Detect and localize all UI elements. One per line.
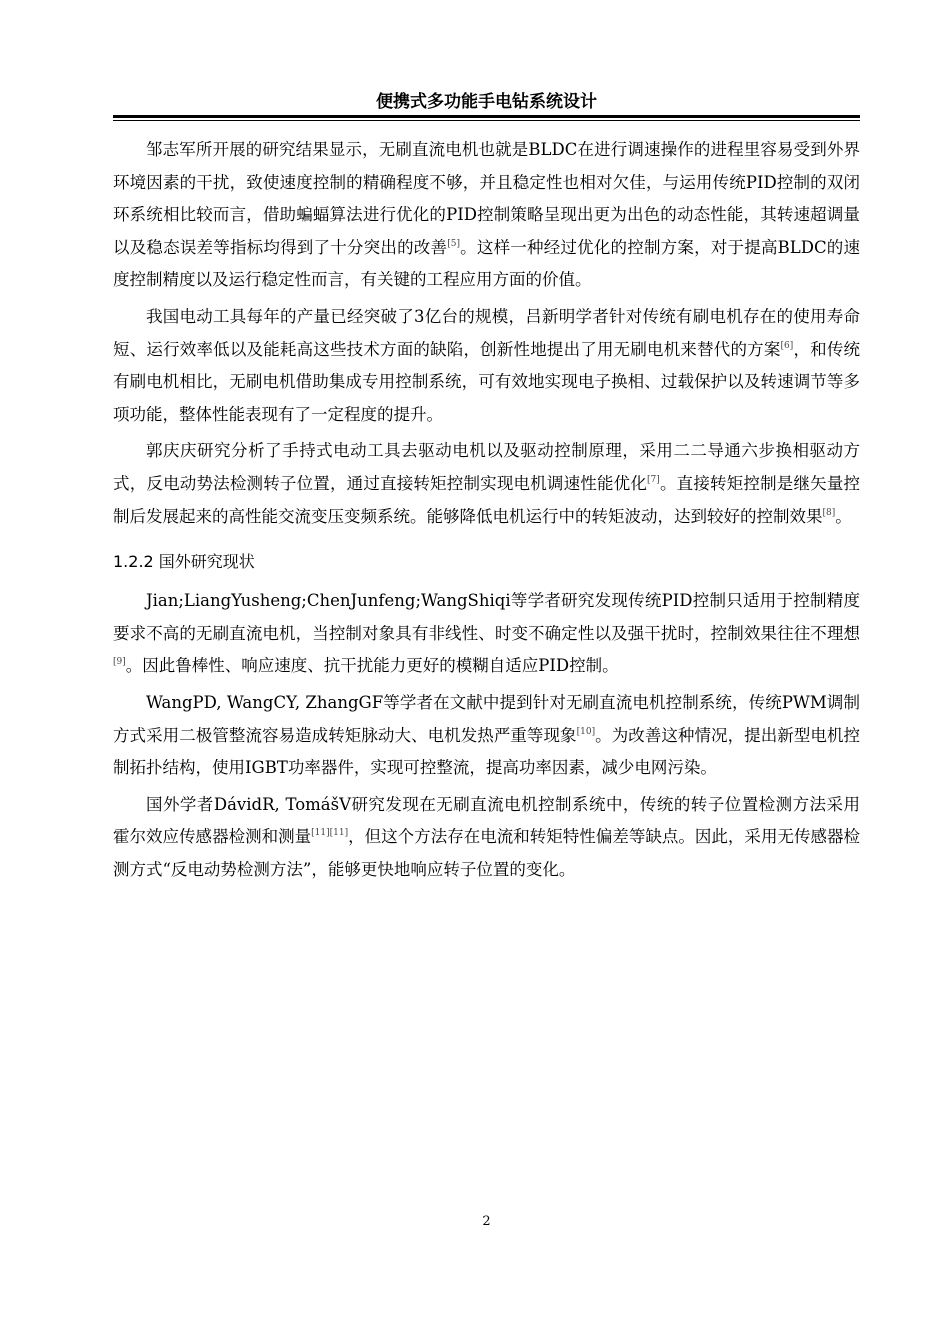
paragraph-text: 我国电动工具每年的产量已经突破了3亿台的规模，吕新明学者针对传统有刷电机存在的使用寿命短、运行效率低以及能耗高这些技术方面的缺陷，创新性地提出了用无刷电机来替代的方案 [113,306,860,359]
citation-ref: [10] [576,726,596,737]
page-number: 2 [482,1214,491,1229]
paragraph-text: 邹志军所开展的研究结果显示，无刷直流电机也就是BLDC在进行调速操作的进程里容易受到外界环境因素的干扰，致使速度控制的精确程度不够，并且稳定性也相对欠佳，与运用传统PID控制的双闭环系统相比较而言，借助蝙蝠算法进行优化的PID控制策略呈现出更为出色的动态性能，其转速超调量以及稳态误差等指标均得到了十分突出的改善 [113,140,860,257]
paragraph-zou [113,134,860,297]
paragraph-david [113,789,860,887]
paragraph-text: 。因此鲁棒性、响应速度、抗干扰能力更好的模糊自适应PID控制。 [125,656,619,676]
paragraph-text: 。直接转矩控制是继矢量控制后发展起来的高性能交流变压变频系统。能够降低电机运行中的转矩波动，达到较好的控制效果 [113,473,860,526]
section-heading: 1.2.2 国外研究现状 [113,552,255,572]
paragraph-lv [113,301,860,431]
paragraph-text: ，但这个方法存在电流和转矩特性偏差等缺点。因此，采用无传感器检测方式“反电动势检测方法”，能够更快地响应转子位置的变化。 [113,827,861,879]
paragraph-guo [113,435,860,533]
paragraph-text: 国外学者DávidR, TomášV研究发现在无刷直流电机控制系统中，传统的转子位置检测方法采用霍尔效应传感器检测和测量 [113,794,860,847]
paragraph-jian [113,585,860,683]
paragraph-text: WangPD, WangCY, ZhangGF等学者在文献中提到针对无刷直流电机控制系统，传统PWM调制方式采用二极管整流容易造成转矩脉动大、电机发热严重等现象 [113,692,860,745]
paragraph-wang [113,687,860,785]
paragraph-text: 。 [835,506,852,526]
citation-ref: [11] [311,828,330,839]
citation-ref: [8] [822,507,836,518]
body-text [113,134,860,886]
citation-ref: [6] [780,340,794,351]
citation-ref: [9] [113,657,126,668]
header-rule-thick [113,115,860,118]
header-rule-thin [113,120,860,121]
page-header-title: 便携式多功能手电钻系统设计 [376,92,597,112]
citation-ref: [5] [447,238,460,249]
citation-ref: [7] [647,474,660,485]
paragraph-text: 。为改善这种情况，提出新型电机控制拓扑结构，使用IGBT功率器件，实现可控整流，提高功率因素，减少电网污染。 [113,725,861,778]
paragraph-text: ，和传统有刷电机相比，无刷电机借助集成专用控制系统，可有效地实现电子换相、过载保护以及转速调节等多项功能，整体性能表现有了一定程度的提升。 [113,339,860,424]
paragraph-text: Jian;LiangYusheng;ChenJunfeng;WangShiqi等学者研究发现传统PID控制只适用于控制精度要求不高的无刷直流电机，当控制对象具有非线性、时变不确定性以及强干扰时，控制效果往往不理想 [113,591,860,643]
paragraph-text: 。这样一种经过优化的控制方案，对于提高BLDC的速度控制精度以及运行稳定性而言，有关键的工程应用方面的价值。 [113,237,861,290]
citation-ref: [11] [329,828,349,839]
paragraph-text: 郭庆庆研究分析了手持式电动工具去驱动电机以及驱动控制原理，采用二二导通六步换相驱动方式，反电动势法检测转子位置，通过直接转矩控制实现电机调速性能优化 [113,441,860,493]
